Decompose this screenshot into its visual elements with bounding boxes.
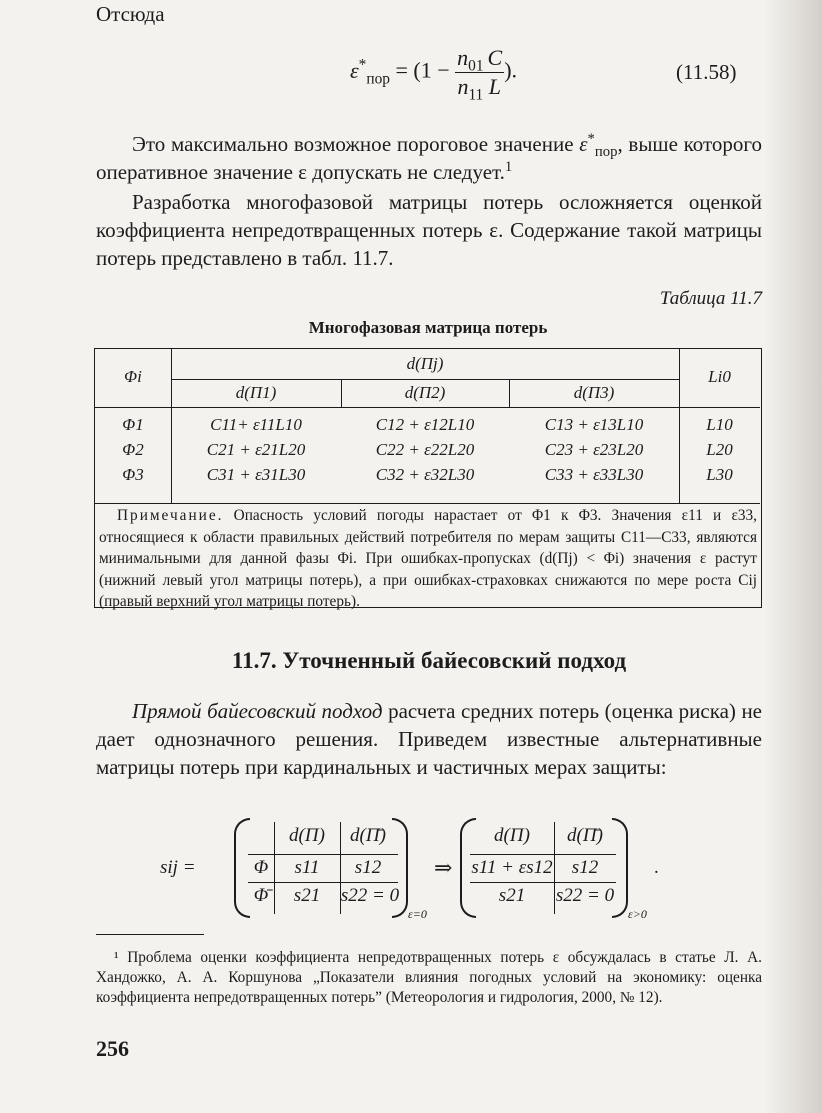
matrix1-condition: ε=0	[408, 907, 427, 921]
footnote-ref: 1	[504, 158, 513, 175]
header-col-3: d(П3)	[573, 383, 615, 402]
eq-lhs: $\varepsilon^*_{пор}$	[350, 56, 391, 87]
matrix1-hline	[248, 882, 398, 883]
cell-r2-c2: C22 + ε22L20	[375, 440, 475, 459]
matrix2-col2: d(П̄)	[567, 825, 603, 846]
matrix2-s22: s22 = 0	[555, 885, 615, 906]
table-note	[99, 505, 757, 613]
cell-r3-c2: C32 + ε32L30	[375, 465, 475, 484]
cell-r2-l: L20	[706, 440, 733, 459]
matrix2-hline	[470, 882, 616, 883]
header-l: Li0	[708, 367, 731, 386]
loss-matrix-table	[94, 348, 762, 611]
footnote-rule	[96, 934, 204, 935]
implies-arrow: ⇒	[434, 855, 453, 880]
matrix1-s22: s22 = 0	[340, 885, 400, 906]
matrix2-s11: s11 + εs12	[471, 857, 553, 878]
table-hline	[95, 503, 760, 504]
matrix2-s12: s12	[571, 857, 599, 878]
matrix1-hline	[248, 854, 398, 855]
equation-number: (11.58)	[676, 60, 737, 84]
matrix2-hline	[470, 854, 616, 855]
cell-r3-c1: C31 + ε31L30	[206, 465, 306, 484]
page-gutter-shadow	[764, 0, 822, 1113]
header-col-1: d(П1)	[235, 383, 277, 402]
matrix-lhs: sij =	[160, 857, 196, 878]
cell-r2-c1: C21 + ε21L20	[206, 440, 306, 459]
row-phi-3: Φ3	[122, 465, 144, 484]
header-col-2: d(П2)	[404, 383, 446, 402]
cell-r1-c1: C11+ ε11L10	[210, 415, 302, 434]
cell-r3-c3: C33 + ε33L30	[544, 465, 644, 484]
eq-tail: ).	[504, 57, 518, 83]
paragraph-threshold: Это максимально возможное пороговое значение $\varepsilon^*_{пор}$, выше которого оперативное значение ε допускать не следует.$^1$	[96, 130, 762, 184]
matrix1-row2: Φ̄	[253, 885, 269, 906]
matrix2-condition: ε>0	[628, 907, 647, 921]
row-phi-1: Φ1	[122, 415, 144, 434]
table-label: Таблица 11.7	[659, 288, 762, 309]
row-phi-2: Φ2	[122, 440, 144, 459]
matrix1-s12: s12	[354, 857, 382, 878]
matrix2-s21: s21	[498, 885, 526, 906]
table-hline	[95, 407, 760, 408]
cell-r3-l: L30	[706, 465, 733, 484]
section-heading: 11.7. Уточненный байесовский подход	[231, 648, 627, 673]
cell-r1-c3: C13 + ε13L10	[544, 415, 644, 434]
matrix1-col2: d(П̄)	[350, 825, 386, 846]
matrix1-row1: Φ	[253, 857, 269, 878]
cell-r2-c3: C23 + ε23L20	[544, 440, 644, 459]
loss-matrices-equation	[160, 818, 680, 922]
note-label: Примечание.	[117, 507, 224, 524]
footnote: ¹ Проблема оценки коэффициента непредотвращенных потерь ε обсуждалась в статье Л. А. Хандожко, А. А. Коршунова „Показатели влияния погодных условий на экономику: оценка коэффициента непредотвращенных потерь” (Метеорология и гидрология, 2000, № 12).	[96, 949, 762, 1006]
paragraph-bayes: Прямой байесовский подход расчета средних потерь (оценка риска) не дает однозначного решения. Приведем известные альтернативные матрицы потерь при кардинальных и частичных мерах защиты:	[96, 699, 763, 779]
cell-r1-l: L10	[706, 415, 733, 434]
table-title: Многофазовая матрица потерь	[308, 318, 548, 337]
matrix1-s21: s21	[293, 885, 321, 906]
note-text: Опасность условий погоды нарастает от Φ1 к Φ3. Значения ε11 и ε33, относящиеся к области правильных действий потребителя по мерам защиты C11—C33, являются минимальными для данной фазы Φi. При ошибках-пропусках (d(Пj) < Φi) значения ε растут (нижний левый угол матрицы потерь), а при ошибках-страховках снижаются по мере роста Cij (правый верхний угол матрицы потерь).	[99, 507, 757, 611]
equation-11-58	[350, 44, 518, 104]
header-phi: Φi	[124, 367, 142, 386]
top-word: Отсюда	[96, 2, 165, 26]
eq-frac-cl: $\frac{C}{L}$	[487, 45, 503, 99]
paragraph-matrix-intro: Разработка многофазовой матрицы потерь осложняется оценкой коэффициента непредотвращенных потерь ε. Содержание такой матрицы потерь представлено в табл. 11.7.	[96, 190, 762, 270]
matrix-final-dot: .	[654, 857, 659, 878]
eq-frac-n: $\frac{n_{01}}{n_{11}}$	[457, 45, 484, 104]
matrix1-col1: d(П)	[289, 825, 325, 846]
table-hline	[171, 379, 679, 380]
eq-open: = (1 −	[395, 57, 450, 83]
matrix2-col1: d(П)	[494, 825, 530, 846]
header-group: d(Пj)	[406, 354, 444, 373]
matrix1-s11: s11	[294, 857, 320, 878]
cell-r1-c2: C12 + ε12L10	[375, 415, 475, 434]
page-number: 256	[96, 1036, 129, 1061]
